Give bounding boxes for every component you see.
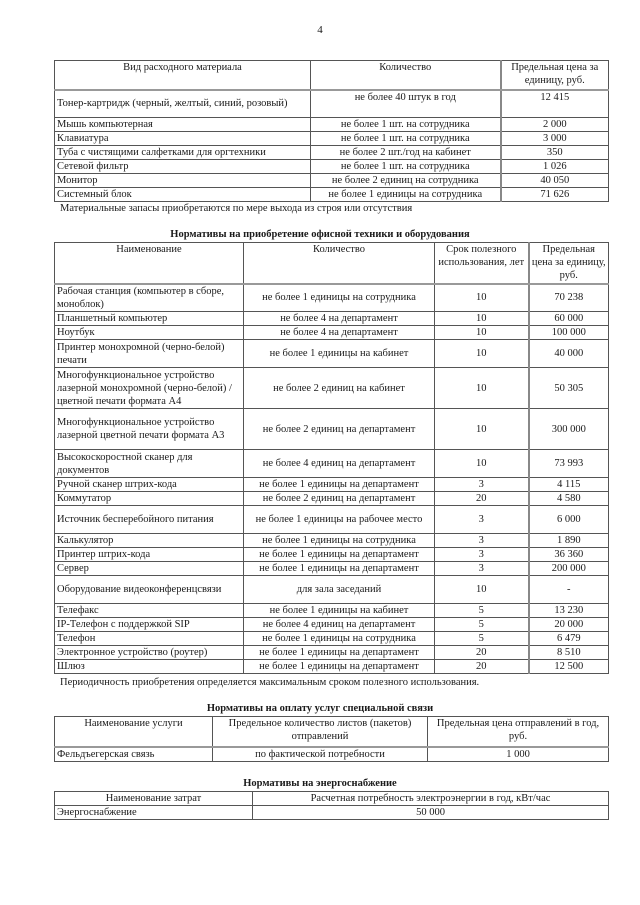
column-header: Предельная цена за единицу, руб. xyxy=(501,61,609,90)
special-comm-title: Нормативы на оплату услуг специальной связи xyxy=(206,703,434,714)
table-row xyxy=(55,160,609,174)
table-row xyxy=(55,284,609,312)
equipment-quantity: не более 4 единиц на департамент xyxy=(244,618,435,632)
table-row xyxy=(55,506,609,534)
material-name: Монитор xyxy=(55,174,311,188)
equipment-price: 4 115 xyxy=(529,478,609,492)
equipment-price: 20 000 xyxy=(529,618,609,632)
equipment-price: - xyxy=(529,576,609,604)
table-row xyxy=(55,409,609,450)
table-row xyxy=(55,132,609,146)
equipment-quantity: не более 1 единицы на рабочее место xyxy=(244,506,435,534)
service-name: Фельдъегерская связь xyxy=(55,747,213,762)
equipment-quantity: не более 4 на департамент xyxy=(244,312,435,326)
equipment-price: 100 000 xyxy=(529,326,609,340)
equipment-name: Ручной сканер штрих-кода xyxy=(55,478,244,492)
equipment-years: 10 xyxy=(435,409,529,450)
equipment-name: Принтер монохромной (черно-белой) печати xyxy=(55,340,244,368)
equipment-years: 3 xyxy=(435,562,529,576)
table-row xyxy=(55,806,609,820)
equipment-name: Электронное устройство (роутер) xyxy=(55,646,244,660)
equipment-price: 4 580 xyxy=(529,492,609,506)
equipment-years: 10 xyxy=(435,450,529,478)
column-header: Срок полезного использования, лет xyxy=(435,243,529,284)
material-name: Тонер-картридж (черный, желтый, синий, розовый) xyxy=(55,90,311,118)
equipment-years: 10 xyxy=(435,368,529,409)
table-row xyxy=(55,340,609,368)
equipment-name: Принтер штрих-кода xyxy=(55,548,244,562)
equipment-name: Высокоскоростной сканер для документов xyxy=(55,450,244,478)
equipment-name: Планшетный компьютер xyxy=(55,312,244,326)
equipment-name: Многофункциональное устройство лазерной цветной печати формата А3 xyxy=(55,409,244,450)
consumables-note: Материальные запасы приобретаются по мере выхода из строя или отсутствия xyxy=(60,203,413,214)
equipment-price: 60 000 xyxy=(529,312,609,326)
material-quantity: не более 1 шт. на сотрудника xyxy=(311,160,501,174)
equipment-years: 20 xyxy=(435,646,529,660)
energy-value: 50 000 xyxy=(253,806,609,820)
equipment-years: 3 xyxy=(435,506,529,534)
equipment-name: Оборудование видеоконференцсвязи xyxy=(55,576,244,604)
material-price: 40 050 xyxy=(501,174,609,188)
equipment-years: 3 xyxy=(435,548,529,562)
equipment-quantity: не более 1 единицы на департамент xyxy=(244,646,435,660)
equipment-years: 20 xyxy=(435,492,529,506)
equipment-years: 5 xyxy=(435,618,529,632)
equipment-quantity: не более 1 единицы на департамент xyxy=(244,562,435,576)
table-row xyxy=(55,562,609,576)
service-price: 1 000 xyxy=(428,747,609,762)
table-header-row xyxy=(55,243,609,284)
equipment-price: 73 993 xyxy=(529,450,609,478)
equipment-name: Источник бесперебойного питания xyxy=(55,506,244,534)
energy-cost-name: Энергоснабжение xyxy=(55,806,253,820)
column-header: Предельное количество листов (пакетов) отправлений xyxy=(213,717,428,747)
material-quantity: не более 1 шт. на сотрудника xyxy=(311,118,501,132)
material-name: Системный блок xyxy=(55,188,311,202)
material-price: 2 000 xyxy=(501,118,609,132)
table-row xyxy=(55,660,609,674)
table-row xyxy=(55,646,609,660)
material-price: 71 626 xyxy=(501,188,609,202)
table-row xyxy=(55,188,609,202)
equipment-quantity: не более 1 единицы на департамент xyxy=(244,660,435,674)
material-name: Мышь компьютерная xyxy=(55,118,311,132)
equipment-name: IP-Телефон с поддержкой SIP xyxy=(55,618,244,632)
equipment-quantity: не более 1 единицы на сотрудника xyxy=(244,284,435,312)
equipment-quantity: не более 2 единиц на кабинет xyxy=(244,368,435,409)
column-header: Наименование услуги xyxy=(55,717,213,747)
equipment-name: Рабочая станция (компьютер в сборе, моноблок) xyxy=(55,284,244,312)
table-row xyxy=(55,604,609,618)
equipment-name: Сервер xyxy=(55,562,244,576)
equipment-name: Телефон xyxy=(55,632,244,646)
table-row xyxy=(55,548,609,562)
material-price: 12 415 xyxy=(501,90,609,118)
material-name: Сетевой фильтр xyxy=(55,160,311,174)
material-quantity: не более 1 единицы на сотрудника xyxy=(311,188,501,202)
material-price: 3 000 xyxy=(501,132,609,146)
table-header-row xyxy=(55,61,609,90)
material-quantity: не более 40 штук в год xyxy=(311,90,501,118)
page-number: 4 xyxy=(317,24,323,36)
table-row xyxy=(55,118,609,132)
special-comm-table xyxy=(54,716,609,762)
equipment-quantity: не более 2 единиц на департамент xyxy=(244,409,435,450)
equipment-quantity: не более 1 единицы на департамент xyxy=(244,548,435,562)
table-row xyxy=(55,146,609,160)
table-row xyxy=(55,492,609,506)
table-header-row xyxy=(55,717,609,747)
equipment-price: 36 360 xyxy=(529,548,609,562)
equipment-quantity: не более 4 единиц на департамент xyxy=(244,450,435,478)
column-header: Вид расходного материала xyxy=(55,61,311,90)
material-name: Туба с чистящими салфетками для оргтехники xyxy=(55,146,311,160)
equipment-name: Ноутбук xyxy=(55,326,244,340)
office-equipment-table xyxy=(54,242,609,674)
column-header: Предельная цена за единицу, руб. xyxy=(529,243,609,284)
equipment-quantity: не более 4 на департамент xyxy=(244,326,435,340)
table-row xyxy=(55,90,609,118)
equipment-price: 200 000 xyxy=(529,562,609,576)
material-quantity: не более 2 шт./год на кабинет xyxy=(311,146,501,160)
equipment-quantity: не более 2 единиц на департамент xyxy=(244,492,435,506)
material-price: 350 xyxy=(501,146,609,160)
table-row xyxy=(55,747,609,762)
equipment-years: 10 xyxy=(435,284,529,312)
table-row xyxy=(55,576,609,604)
equipment-name: Телефакс xyxy=(55,604,244,618)
equipment-quantity: не более 1 единицы на кабинет xyxy=(244,604,435,618)
equipment-price: 6 479 xyxy=(529,632,609,646)
equipment-quantity: не более 1 единицы на кабинет xyxy=(244,340,435,368)
equipment-name: Коммутатор xyxy=(55,492,244,506)
table-row xyxy=(55,478,609,492)
equipment-price: 1 890 xyxy=(529,534,609,548)
equipment-years: 10 xyxy=(435,312,529,326)
column-header: Количество xyxy=(311,61,501,90)
energy-title: Нормативы на энергоснабжение xyxy=(243,778,397,789)
equipment-quantity: не более 1 единицы на сотрудника xyxy=(244,632,435,646)
equipment-name: Шлюз xyxy=(55,660,244,674)
office-equipment-note: Периодичность приобретения определяется максимальным сроком полезного использования. xyxy=(60,677,480,688)
column-header: Предельная цена отправлений в год, руб. xyxy=(428,717,609,747)
table-row xyxy=(55,632,609,646)
office-equipment-title: Нормативы на приобретение офисной техники и оборудования xyxy=(170,229,470,240)
equipment-years: 3 xyxy=(435,478,529,492)
equipment-quantity: не более 1 единицы на сотрудника xyxy=(244,534,435,548)
equipment-years: 10 xyxy=(435,326,529,340)
energy-table xyxy=(54,791,609,820)
equipment-price: 8 510 xyxy=(529,646,609,660)
equipment-name: Калькулятор xyxy=(55,534,244,548)
material-price: 1 026 xyxy=(501,160,609,174)
equipment-quantity: не более 1 единицы на департамент xyxy=(244,478,435,492)
table-row xyxy=(55,534,609,548)
table-header-row xyxy=(55,792,609,806)
equipment-years: 3 xyxy=(435,534,529,548)
column-header: Расчетная потребность электроэнергии в год, кВт/час xyxy=(253,792,609,806)
table-row xyxy=(55,450,609,478)
column-header: Наименование затрат xyxy=(55,792,253,806)
equipment-price: 13 230 xyxy=(529,604,609,618)
equipment-years: 10 xyxy=(435,340,529,368)
equipment-quantity: для зала заседаний xyxy=(244,576,435,604)
equipment-years: 20 xyxy=(435,660,529,674)
service-quantity: по фактической потребности xyxy=(213,747,428,762)
equipment-price: 300 000 xyxy=(529,409,609,450)
material-name: Клавиатура xyxy=(55,132,311,146)
material-quantity: не более 2 единиц на сотрудника xyxy=(311,174,501,188)
table-row xyxy=(55,326,609,340)
equipment-years: 10 xyxy=(435,576,529,604)
equipment-price: 12 500 xyxy=(529,660,609,674)
equipment-price: 6 000 xyxy=(529,506,609,534)
material-quantity: не более 1 шт. на сотрудника xyxy=(311,132,501,146)
equipment-name: Многофункциональное устройство лазерной монохромной (черно-белой) / цветной печати формата А4 xyxy=(55,368,244,409)
consumables-table xyxy=(54,60,609,202)
table-row xyxy=(55,368,609,409)
column-header: Количество xyxy=(244,243,435,284)
table-row xyxy=(55,312,609,326)
equipment-years: 5 xyxy=(435,632,529,646)
equipment-price: 70 238 xyxy=(529,284,609,312)
table-row xyxy=(55,174,609,188)
equipment-price: 40 000 xyxy=(529,340,609,368)
equipment-years: 5 xyxy=(435,604,529,618)
equipment-price: 50 305 xyxy=(529,368,609,409)
column-header: Наименование xyxy=(55,243,244,284)
table-row xyxy=(55,618,609,632)
